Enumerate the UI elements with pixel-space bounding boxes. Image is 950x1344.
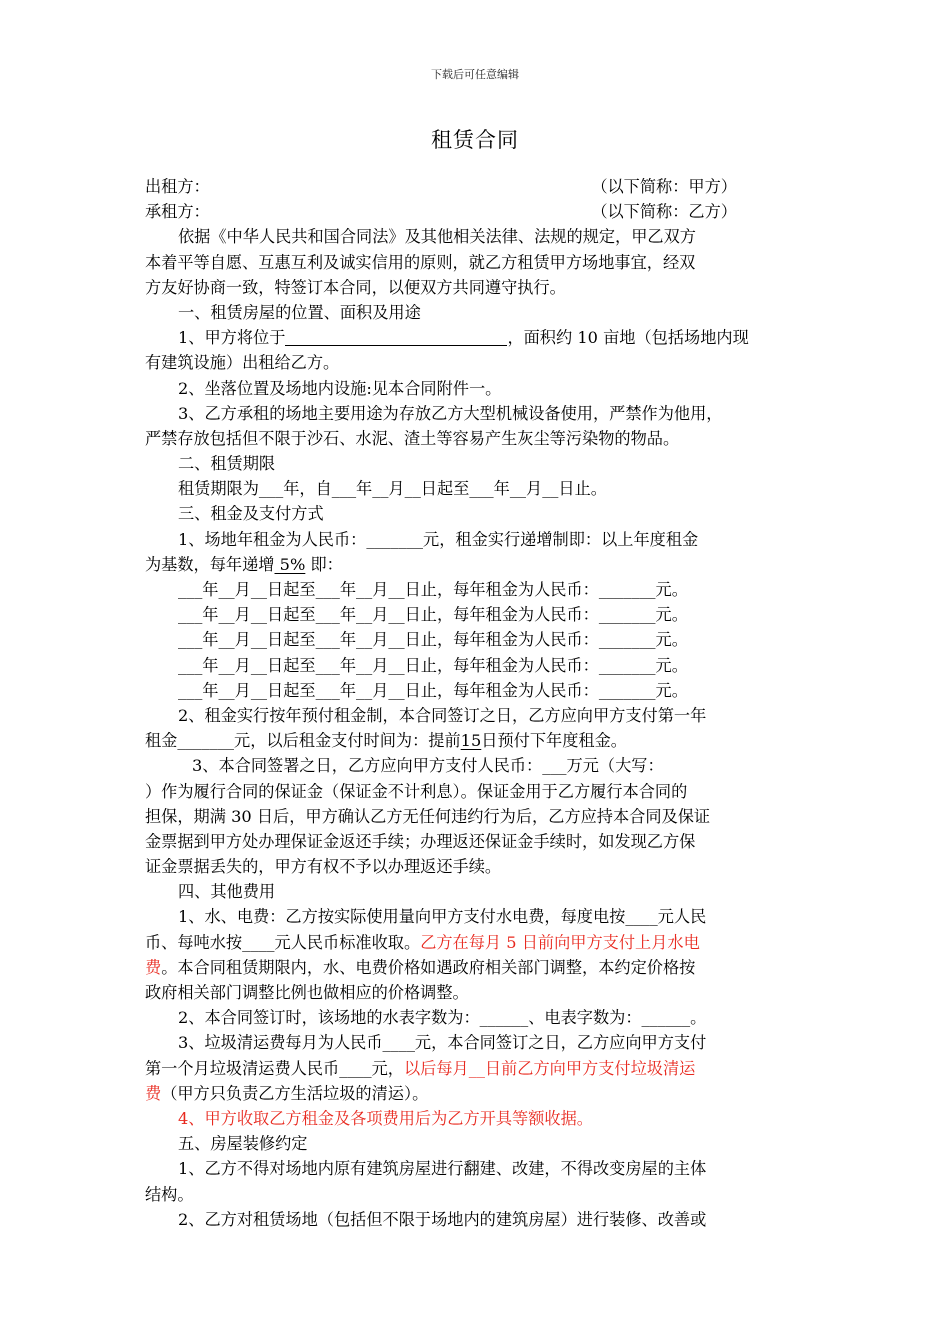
clause-4-3-line-2	[145, 1056, 807, 1081]
clause-1-3-line-1: 3、乙方承租的场地主要用途为存放乙方大型机械设备使用，严禁作为他用，	[178, 403, 723, 423]
rent-schedule-row: ___年__月__日起至___年__月__日止，每年租金为人民币：_______元。	[178, 580, 688, 599]
contract-body	[145, 174, 807, 1232]
clause-1-2: 2、坐落位置及场地内设施:见本合同附件一。	[178, 378, 502, 398]
prepay-days: 15	[460, 731, 482, 751]
clause-4-1-line-3	[145, 955, 807, 980]
lessor-alias: （以下简称：甲方）	[591, 177, 737, 196]
utility-payment-deadline: 乙方在每月 5 日前向甲方支付上月水电	[420, 932, 700, 952]
clause-1-1-line-2: 有建筑设施）出租给乙方。	[145, 353, 340, 373]
clause-3-1-text-b: 即：	[305, 554, 343, 574]
clause-1-1-text-a: 1、甲方将位于	[178, 328, 286, 348]
rent-schedule-row: ___年__月__日起至___年__月__日止，每年租金为人民币：_______元。	[178, 605, 688, 625]
clause-4-4: 4、甲方收取乙方租金及各项费用后为乙方开具等额收据。	[178, 1108, 593, 1128]
garbage-fee-deadline-end: 费	[145, 1083, 162, 1103]
intro-line-1: 依据《中华人民共和国合同法》及其他相关法律、法规的规定，甲乙双方	[178, 227, 696, 247]
document-title: 租赁合同	[431, 128, 519, 152]
lessee-line	[145, 199, 807, 224]
location-blank	[285, 329, 507, 346]
clause-5-1-line-1: 1、乙方不得对场地内原有建筑房屋进行翻建、改建，不得改变房屋的主体	[178, 1159, 707, 1179]
lessee-alias: （以下简称：乙方）	[591, 202, 737, 222]
section-2-heading: 二、租赁期限	[178, 454, 276, 474]
rent-schedule-row: ___年__月__日起至___年__月__日止，每年租金为人民币：_______元。	[178, 680, 688, 700]
clause-4-3-line-3	[145, 1081, 807, 1106]
clause-3-2-text-b: 日预付下年度租金。	[481, 731, 627, 751]
clause-5-1-line-2: 结构。	[145, 1184, 194, 1204]
clause-1-1-text-b: ，面积约 10 亩地（包括场地内现	[507, 328, 749, 348]
clause-4-1-line-4: 政府相关部门调整比例也做相应的价格调整。	[145, 983, 469, 1002]
clause-4-1-line-1: 1、水、电费：乙方按实际使用量向甲方支付水电费，每度电按____元人民	[178, 907, 707, 927]
rent-schedule-row: ___年__月__日起至___年__月__日止，每年租金为人民币：_______元。	[178, 630, 688, 650]
lessor-line	[145, 174, 807, 199]
clause-4-1-adjust-text: 。本合同租赁期限内，水、电费价格如遇政府相关部门调整，本约定价格按	[161, 957, 696, 977]
clause-3-3-line-5: 证金票据丢失的，甲方有权不予以办理返还手续。	[145, 857, 502, 877]
clause-3-1-line-1: 1、场地年租金为人民币：_______元，租金实行递增制即：以上年度租金	[178, 529, 699, 549]
section-1-heading: 一、租赁房屋的位置、面积及用途	[178, 302, 421, 322]
clause-1-1-line-1	[145, 325, 807, 350]
lease-term: 租赁期限为___年，自___年__月__日起至___年__月__日止。	[178, 479, 607, 499]
clause-4-1-text: 币、每吨水按____元人民币标准收取。	[145, 932, 421, 952]
section-4-heading: 四、其他费用	[178, 882, 276, 902]
clause-3-3-line-1: 3、本合同签署之日，乙方应向甲方支付人民币：___万元（大写：	[192, 756, 664, 776]
section-3-heading: 三、租金及支付方式	[178, 504, 324, 524]
section-5-heading: 五、房屋装修约定	[178, 1134, 308, 1154]
clause-1-3-line-2: 严禁存放包括但不限于沙石、水泥、渣土等容易产生灰尘等污染物的物品。	[145, 428, 680, 448]
clause-4-3-note: （甲方只负责乙方生活垃圾的清运）。	[161, 1083, 429, 1103]
garbage-fee-deadline: 以后每月__日前乙方向甲方支付垃圾清运	[404, 1058, 696, 1078]
lessor-label: 出租方：	[145, 177, 210, 196]
clause-3-2-line-2	[145, 728, 807, 753]
clause-3-1-text-a: 为基数，每年递增	[145, 554, 275, 574]
clause-3-3-line-4: 金票据到甲方处办理保证金返还手续；办理返还保证金手续时，如发现乙方保	[145, 831, 696, 851]
clause-4-3-line-1: 3、垃圾清运费每月为人民币____元，本合同签订之日，乙方应向甲方支付	[178, 1033, 707, 1053]
clause-3-1-line-2	[145, 552, 807, 577]
clause-4-2: 2、本合同签订时，该场地的水表字数为：______、电表字数为：______。	[178, 1008, 707, 1028]
lessee-label: 承租方：	[145, 202, 210, 222]
clause-3-3-line-3: 担保，期满 30 日后，甲方确认乙方无任何违约行为后，乙方应持本合同及保证	[145, 806, 711, 826]
page-header-note: 下载后可任意编辑	[431, 68, 519, 81]
clause-3-3-line-2: ）作为履行合同的保证金（保证金不计利息）。保证金用于乙方履行本合同的	[145, 781, 688, 801]
clause-3-2-text-a: 租金_______元，以后租金支付时间为：提前	[145, 731, 461, 751]
clause-3-2-line-1: 2、租金实行按年预付租金制，本合同签订之日，乙方应向甲方支付第一年	[178, 705, 707, 725]
clause-5-2-line-1: 2、乙方对租赁场地（包括但不限于场地内的建筑房屋）进行装修、改善或	[178, 1209, 707, 1229]
utility-payment-deadline-end: 费	[145, 957, 162, 977]
increase-rate: 5%	[274, 554, 306, 574]
clause-4-1-line-2	[145, 930, 807, 955]
rent-schedule-row: ___年__月__日起至___年__月__日止，每年租金为人民币：_______元。	[178, 655, 688, 675]
intro-line-3: 方友好协商一致，特签订本合同，以便双方共同遵守执行。	[145, 277, 566, 297]
intro-line-2: 本着平等自愿、互惠互利及诚实信用的原则，就乙方租赁甲方场地事宜，经双	[145, 252, 696, 272]
clause-4-3-text: 第一个月垃圾清运费人民币____元，	[145, 1058, 404, 1078]
